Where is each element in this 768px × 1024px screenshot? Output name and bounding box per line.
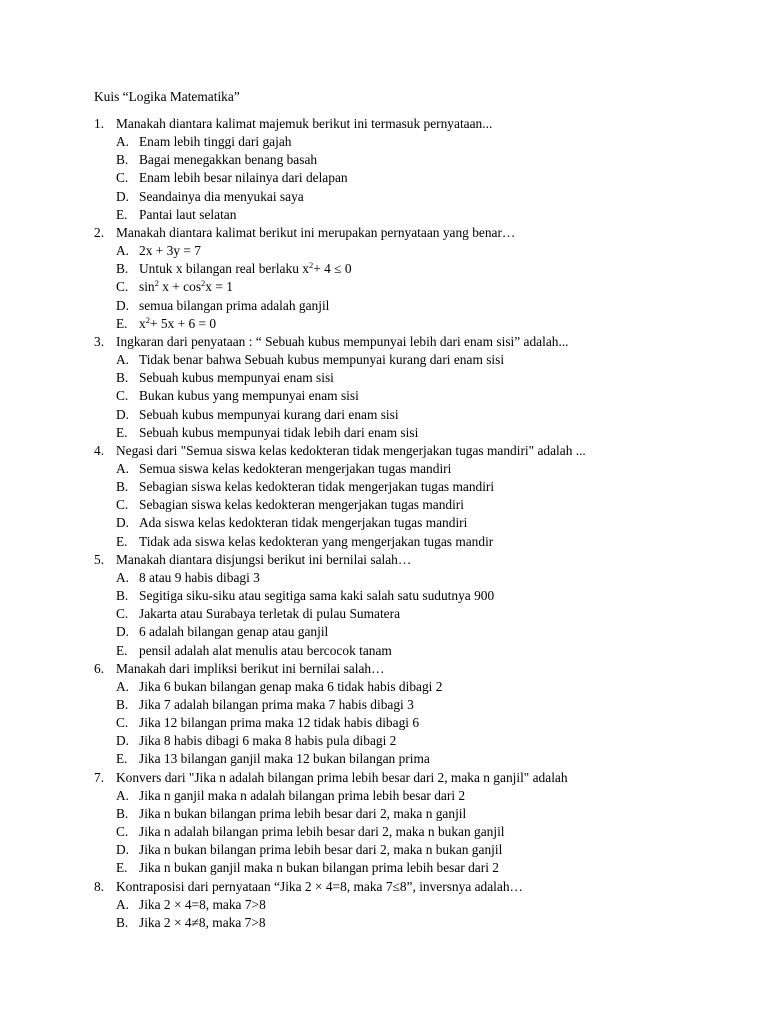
option-letter: B. <box>116 479 129 495</box>
option-a <box>116 678 754 696</box>
option-letter: E. <box>116 860 128 876</box>
option-c <box>116 387 754 405</box>
option-text: Semua siswa kelas kedokteran mengerjakan tugas mandiri <box>139 460 452 476</box>
option-b <box>116 151 754 169</box>
option-a <box>116 242 754 260</box>
option-text: Jika 6 bukan bilangan genap maka 6 tidak habis dibagi 2 <box>139 678 443 694</box>
formula-text: x <box>139 315 146 331</box>
option-text: Jika n bukan ganjil maka n bukan bilangan prima lebih besar dari 2 <box>139 860 499 876</box>
question-text: Manakah diantara disjungsi berikut ini bernilai salah… <box>116 551 412 567</box>
option-text: pensil adalah alat menulis atau bercocok tanam <box>139 642 392 658</box>
option-text: Sebagian siswa kelas kedokteran tidak mengerjakan tugas mandiri <box>139 479 495 495</box>
option-text: Seandainya dia menyukai saya <box>139 188 304 204</box>
question-4 <box>94 442 754 551</box>
question-1 <box>94 115 754 224</box>
formula-text: + 5x + 6 = 0 <box>149 315 217 331</box>
question-number: 8. <box>94 878 105 894</box>
option-text: Jika n bukan bilangan prima lebih besar dari 2, maka n ganjil <box>139 805 467 821</box>
option-letter: E. <box>116 751 128 767</box>
option-list <box>94 896 754 932</box>
formula-text: sin <box>139 279 155 295</box>
option-e <box>116 533 754 551</box>
option-letter: E. <box>116 424 128 440</box>
option-e <box>116 206 754 224</box>
option-text: Jika 7 adalah bilangan prima maka 7 habis dibagi 3 <box>139 697 414 712</box>
option-text: Jika 12 bilangan prima maka 12 tidak habis dibagi 6 <box>139 715 420 731</box>
option-letter: B. <box>116 588 129 604</box>
option-d <box>116 188 754 206</box>
option-letter: D. <box>116 406 130 422</box>
option-letter: E. <box>116 206 128 222</box>
option-text: 8 atau 9 habis dibagi 3 <box>139 569 260 585</box>
option-c <box>116 714 754 732</box>
option-a <box>116 351 754 369</box>
option-c <box>116 823 754 841</box>
superscript: 2 <box>145 314 150 325</box>
option-text: Enam lebih tinggi dari gajah <box>139 134 292 150</box>
option-text: Jika n adalah bilangan prima lebih besar dari 2, maka n bukan ganjil <box>139 824 505 840</box>
option-d <box>116 514 754 532</box>
option-a <box>116 896 754 914</box>
option-text: Tidak benar bahwa Sebuah kubus mempunyai kurang dari enam sisi <box>139 352 505 368</box>
option-d <box>116 732 754 750</box>
option-letter: B. <box>116 370 129 386</box>
option-letter: B. <box>116 914 129 930</box>
option-e <box>116 315 754 333</box>
option-text: Jika 2 × 4≠8, maka 7>8 <box>139 914 266 930</box>
question-text: Konvers dari "Jika n adalah bilangan prima lebih besar dari 2, maka n ganjil" adalah <box>116 769 568 785</box>
question-text: Ingkaran dari penyataan : “ Sebuah kubus mempunyai lebih dari enam sisi” adalah... <box>116 333 569 349</box>
question-3 <box>94 333 754 442</box>
option-d <box>116 841 754 859</box>
question-list <box>94 115 754 932</box>
option-text: Pantai laut selatan <box>139 206 237 222</box>
option-letter: A. <box>116 134 130 150</box>
option-text: Sebuah kubus mempunyai kurang dari enam sisi <box>139 406 399 422</box>
superscript: 2 <box>308 260 314 271</box>
option-text: Sebuah kubus mempunyai enam sisi <box>139 370 334 386</box>
formula-text: x = 1 <box>205 279 233 295</box>
option-text: Ada siswa kelas kedokteran tidak mengerjakan tugas mandiri <box>139 515 468 531</box>
option-text: Jika n ganjil maka n adalah bilangan prima lebih besar dari 2 <box>139 787 466 803</box>
option-text: Jika 8 habis dibagi 6 maka 8 habis pula dibagi 2 <box>139 733 397 749</box>
option-text: 2x + 3y = 7 <box>139 243 201 259</box>
option-letter: E. <box>116 642 128 658</box>
option-list <box>94 133 754 224</box>
option-letter: A. <box>116 352 130 368</box>
option-letter: C. <box>116 606 129 622</box>
question-text: Kontraposisi dari pernyataan “Jika 2 × 4=8, maka 7≤8”, inversnya adalah… <box>116 878 523 894</box>
question-number: 4. <box>94 442 105 458</box>
option-a <box>116 133 754 151</box>
option-b <box>116 260 754 278</box>
option-letter: C. <box>116 279 129 295</box>
option-letter: A. <box>116 243 130 259</box>
option-d <box>116 406 754 424</box>
option-letter: A. <box>116 678 130 694</box>
question-5 <box>94 551 754 660</box>
question-8 <box>94 878 754 932</box>
option-text: Jika n bukan bilangan prima lebih besar dari 2, maka n bukan ganjil <box>139 842 503 858</box>
question-number: 1. <box>94 116 105 131</box>
option-list <box>94 569 754 660</box>
option-letter: A. <box>116 569 130 585</box>
option-formula <box>139 315 216 333</box>
question-text: Negasi dari "Semua siswa kelas kedokteran tidak mengerjakan tugas mandiri" adalah ... <box>116 442 586 458</box>
superscript: 2 <box>154 278 159 289</box>
option-letter: B. <box>116 152 129 168</box>
question-2 <box>94 224 754 333</box>
question-6 <box>94 660 754 769</box>
option-text: Bagai menegakkan benang basah <box>139 152 318 168</box>
option-c <box>116 605 754 623</box>
question-number: 7. <box>94 769 105 785</box>
option-text: Jika 2 × 4=8, maka 7>8 <box>139 896 266 912</box>
option-b <box>116 587 754 605</box>
option-letter: C. <box>116 824 129 840</box>
option-letter: D. <box>116 624 130 640</box>
option-a <box>116 460 754 478</box>
question-text: Manakah dari impliksi berikut ini bernilai salah… <box>116 660 385 676</box>
option-e <box>116 642 754 660</box>
option-d <box>116 297 754 315</box>
question-number: 5. <box>94 551 105 567</box>
option-list <box>94 460 754 551</box>
option-letter: D. <box>116 515 130 531</box>
option-text: Jakarta atau Surabaya terletak di pulau Sumatera <box>139 606 401 622</box>
option-text: Sebuah kubus mempunyai tidak lebih dari enam sisi <box>139 424 419 440</box>
option-a <box>116 787 754 805</box>
option-text: Tidak ada siswa kelas kedokteran yang mengerjakan tugas mandir <box>139 533 494 549</box>
question-text: Manakah diantara kalimat berikut ini merupakan pernyataan yang benar… <box>116 224 516 240</box>
option-text: Enam lebih besar nilainya dari delapan <box>139 170 348 186</box>
question-7 <box>94 769 754 878</box>
option-text: Bukan kubus yang mempunyai enam sisi <box>139 388 359 404</box>
option-letter: D. <box>116 188 130 204</box>
option-c <box>116 169 754 187</box>
option-letter: A. <box>116 896 130 912</box>
question-number: 3. <box>94 333 105 349</box>
option-e <box>116 859 754 877</box>
option-formula <box>139 260 352 278</box>
option-b <box>116 914 754 932</box>
option-b <box>116 696 754 714</box>
option-letter: E. <box>116 533 128 549</box>
question-number: 6. <box>94 660 105 676</box>
option-text: 6 adalah bilangan genap atau ganjil <box>139 624 329 640</box>
option-letter: B. <box>116 261 129 277</box>
option-letter: C. <box>116 388 129 404</box>
option-e <box>116 424 754 442</box>
option-b <box>116 369 754 387</box>
option-letter: C. <box>116 170 129 186</box>
option-text: semua bilangan prima adalah ganjil <box>139 297 330 313</box>
quiz-title: Kuis “Logika Matematika” <box>94 89 240 104</box>
option-list <box>94 242 754 333</box>
option-letter: C. <box>116 497 129 513</box>
option-letter: D. <box>116 297 130 313</box>
option-list <box>94 678 754 769</box>
option-letter: D. <box>116 842 130 858</box>
option-a <box>116 569 754 587</box>
option-text: Sebagian siswa kelas kedokteran mengerjakan tugas mandiri <box>139 497 464 513</box>
option-letter: C. <box>116 715 129 731</box>
formula-text: + 4 ≤ 0 <box>313 261 352 277</box>
option-c <box>116 496 754 514</box>
option-text: Segitiga siku-siku atau segitiga sama kaki salah satu sudutnya 900 <box>139 588 495 604</box>
question-number: 2. <box>94 224 105 240</box>
option-letter: E. <box>116 315 128 331</box>
option-b <box>116 805 754 823</box>
formula-text: Untuk x bilangan real berlaku x <box>139 261 309 277</box>
option-formula <box>139 278 233 296</box>
option-b <box>116 478 754 496</box>
option-letter: A. <box>116 460 130 476</box>
option-c <box>116 278 754 296</box>
formula-text: x + cos <box>158 279 202 295</box>
question-text: Manakah diantara kalimat majemuk berikut ini termasuk pernyataan... <box>116 116 493 131</box>
option-list <box>94 351 754 442</box>
option-e <box>116 750 754 768</box>
option-text: Jika 13 bilangan ganjil maka 12 bukan bilangan prima <box>139 751 430 767</box>
option-list <box>94 787 754 878</box>
superscript: 2 <box>201 278 206 289</box>
option-letter: B. <box>116 805 129 821</box>
option-letter: B. <box>116 697 129 712</box>
option-d <box>116 623 754 641</box>
option-letter: A. <box>116 787 130 803</box>
option-letter: D. <box>116 733 130 749</box>
